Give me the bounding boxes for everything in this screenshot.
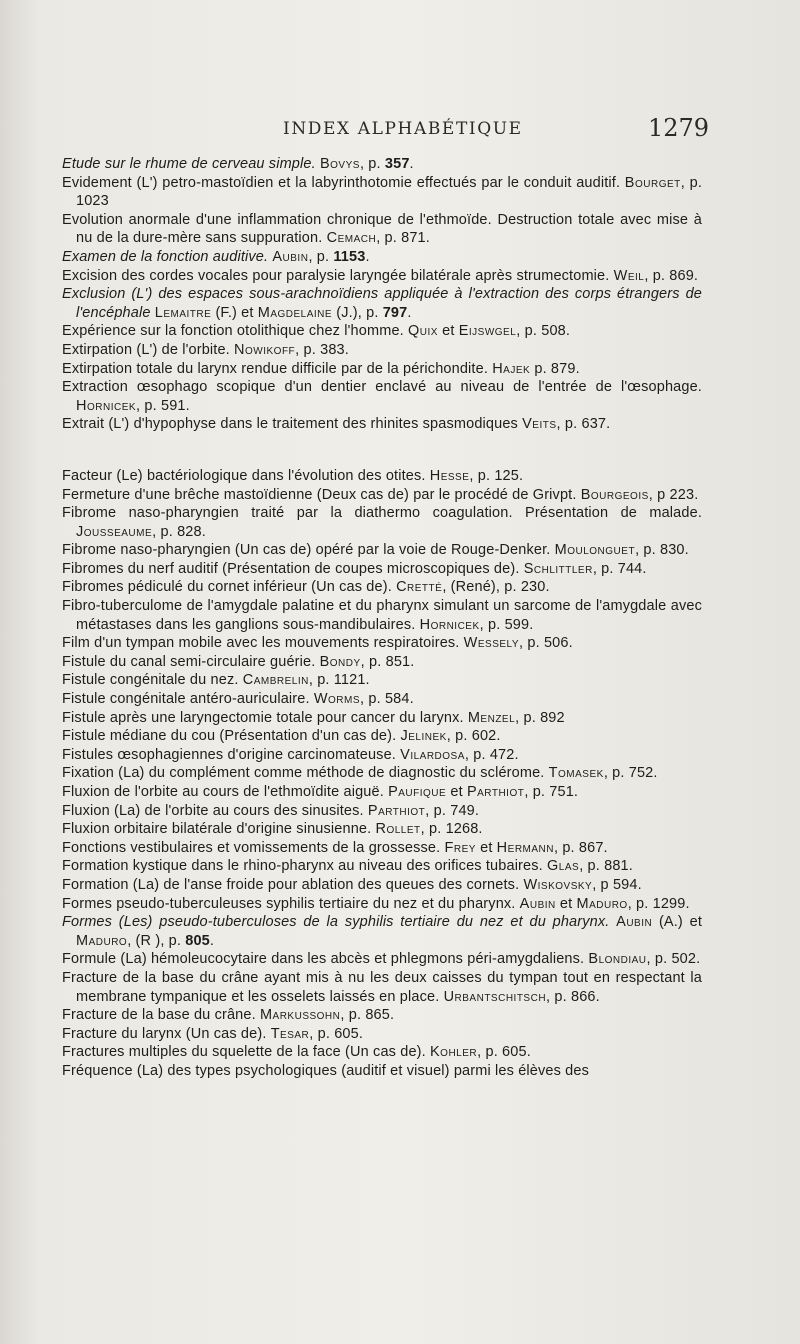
entry-text: , p. 752. bbox=[603, 765, 658, 782]
entry-text: . bbox=[407, 304, 412, 321]
index-entries bbox=[62, 155, 702, 1081]
entry-text: Extirpation (L') de l'orbite. bbox=[62, 341, 235, 358]
entry-text: , (René), p. 230. bbox=[442, 579, 550, 596]
entry-text: Fistule médiane du cou (Présentation d'un cas de). bbox=[62, 728, 401, 745]
entry-text: Fluxion orbitaire bilatérale d'origine sinusienne. bbox=[62, 821, 376, 838]
page-header bbox=[0, 116, 800, 146]
entry-text: Formule (La) hémoleucocytaire dans les abcès et phlegmons péri-amygdaliens. bbox=[62, 951, 589, 968]
index-entry bbox=[62, 341, 702, 360]
author-name: Hornicek bbox=[419, 616, 480, 633]
entry-text: , p. 830. bbox=[635, 542, 689, 559]
entry-text: , p. 605. bbox=[477, 1044, 531, 1061]
author-name: Moulonguet bbox=[554, 542, 636, 559]
author-name: Eijswgel bbox=[458, 323, 517, 340]
entry-text: Formation kystique dans le rhino-pharynx au niveau des orifices tubaires. bbox=[62, 858, 548, 875]
entry-text: Fistule congénitale antéro-auriculaire. bbox=[62, 691, 314, 708]
index-entry bbox=[62, 876, 702, 895]
index-entry bbox=[62, 174, 702, 211]
entry-text: Excision des cordes vocales pour paralysie laryngée bilatérale après strumectomie. bbox=[62, 267, 614, 284]
entry-text: Expérience sur la fonction otolithique chez l'homme. bbox=[62, 323, 409, 340]
page-ref: 797 bbox=[382, 304, 408, 321]
author-name: Jelinek bbox=[400, 728, 447, 745]
entry-text: Extraction œsophago scopique d'un dentier enclavé au niveau de l'entrée de l'œsophage. bbox=[62, 379, 702, 396]
author-name: Quix bbox=[408, 323, 438, 340]
entry-text: (J.), p. bbox=[332, 304, 383, 321]
entry-text: , p. 749. bbox=[425, 802, 480, 819]
author-name: Parthiot bbox=[466, 784, 525, 800]
index-entry bbox=[62, 839, 702, 858]
entry-text: , p. 472. bbox=[464, 746, 519, 763]
entry-text: Fonctions vestibulaires et vomissements de la grossesse. bbox=[62, 839, 445, 856]
index-entry bbox=[62, 895, 702, 914]
index-entry bbox=[62, 969, 702, 1006]
author-name: Maduro bbox=[576, 895, 628, 912]
index-entry bbox=[62, 560, 702, 579]
index-entry bbox=[62, 1006, 702, 1025]
index-entry bbox=[62, 764, 702, 783]
index-entry bbox=[62, 378, 702, 415]
index-entry bbox=[62, 467, 702, 486]
index-entry bbox=[62, 360, 702, 379]
entry-text: , p. 502. bbox=[646, 951, 701, 968]
entry-text: , p. 591. bbox=[136, 397, 190, 414]
entry-text: , p. 584. bbox=[360, 691, 414, 708]
index-entry bbox=[62, 541, 702, 560]
page-ref: 357 bbox=[384, 156, 410, 172]
index-entry bbox=[62, 746, 702, 765]
entry-text: Facteur (Le) bactériologique dans l'évolution des otites. bbox=[62, 467, 430, 484]
author-name: Urbantschitsch bbox=[443, 988, 547, 1005]
author-name: Glas bbox=[547, 858, 580, 875]
entry-text: , p. 605. bbox=[309, 1025, 364, 1042]
author-name: Hajek bbox=[492, 360, 531, 377]
page-number: 1279 bbox=[648, 114, 710, 142]
index-entry bbox=[62, 1062, 702, 1081]
index-entry bbox=[62, 504, 702, 541]
index-entry bbox=[62, 727, 702, 746]
entry-text: , p. 599. bbox=[479, 616, 534, 633]
author-name: Tesar bbox=[270, 1025, 310, 1042]
entry-text: p. 879. bbox=[530, 360, 580, 377]
author-name: Tomasek bbox=[548, 765, 604, 782]
entry-text: Exclusion (L') des espaces sous-arachnoïdiens appliquée à l'extraction des corps étrangers de l'encéphale bbox=[62, 286, 702, 321]
entry-text: Fermeture d'une brêche mastoïdienne (Deux cas de) par le procédé de Grivpt. bbox=[62, 486, 581, 503]
entry-text: Evolution anormale d'une inflammation chronique de l'ethmoïde. Destruction totale avec mise à nu de la dure-mère sans suppuration. bbox=[62, 211, 702, 247]
author-name: Blondiau bbox=[588, 951, 647, 968]
page-ref: 1153 bbox=[333, 248, 366, 265]
index-entry bbox=[62, 913, 702, 950]
entry-text: Fibromes du nerf auditif (Présentation de coupes microscopiques de). bbox=[62, 560, 524, 577]
author-name: Wessely bbox=[463, 635, 520, 652]
entry-text: Evidement (L') petro-mastoïdien et la labyrinthotomie effectués par le conduit auditif. bbox=[62, 174, 625, 191]
entry-text: , p. 1299. bbox=[627, 895, 690, 912]
index-entry bbox=[62, 653, 702, 672]
author-name: Markussohn bbox=[259, 1007, 341, 1024]
author-name: Rollet bbox=[375, 821, 421, 838]
entry-text: , p. 637. bbox=[556, 416, 611, 433]
index-entry bbox=[62, 950, 702, 969]
author-name: Bourget bbox=[624, 174, 681, 191]
page-ref: 805 bbox=[185, 932, 210, 949]
author-name: Wiskovsky bbox=[523, 876, 593, 893]
index-entry bbox=[62, 690, 702, 709]
entry-text: Fractures multiples du squelette de la face (Un cas de). bbox=[62, 1044, 430, 1061]
entry-text: . bbox=[409, 156, 414, 172]
entry-text: , (R ), p. bbox=[127, 932, 186, 949]
author-name: Hesse bbox=[429, 467, 470, 484]
entry-text: , p. 744. bbox=[592, 560, 647, 577]
index-entry bbox=[62, 857, 702, 876]
entry-text: , p. 869. bbox=[644, 267, 699, 284]
entry-text: et bbox=[446, 784, 467, 800]
author-name: Hornicek bbox=[76, 397, 137, 414]
entry-text: et bbox=[437, 323, 459, 340]
index-entry bbox=[62, 671, 702, 690]
entry-text: . bbox=[365, 248, 370, 265]
author-name: Vilardosa bbox=[400, 746, 465, 763]
author-name: Veits bbox=[522, 416, 557, 433]
author-name: Cambrelin bbox=[242, 672, 309, 689]
index-entry bbox=[62, 486, 702, 505]
author-name: Jousseaume bbox=[76, 523, 153, 540]
entry-text: , p. 383. bbox=[295, 341, 349, 358]
entry-text: , p. 871. bbox=[376, 230, 430, 247]
entry-text: , p. 125. bbox=[469, 467, 524, 484]
entry-text: Formes pseudo-tuberculeuses syphilis tertiaire du nez et du pharynx. bbox=[62, 895, 520, 912]
entry-text: , p. 1023 bbox=[76, 174, 702, 210]
entry-text: , p. 866. bbox=[546, 988, 600, 1005]
entry-text: . bbox=[209, 932, 215, 949]
entry-text: , p. 1121. bbox=[308, 672, 370, 689]
index-entry bbox=[62, 783, 702, 802]
author-name: Lemaitre bbox=[154, 304, 212, 321]
entry-text: , p. 602. bbox=[446, 728, 501, 745]
entry-text: , p. 506. bbox=[519, 635, 573, 652]
author-name: Aubin bbox=[616, 914, 653, 931]
entry-text: Fibrome naso-pharyngien traité par la diathermo coagulation. Présentation de malade. bbox=[62, 505, 702, 522]
author-name: Hermann bbox=[496, 839, 554, 856]
entry-text: , p. 892 bbox=[515, 709, 565, 726]
author-name: Frey bbox=[444, 839, 476, 856]
index-entry bbox=[62, 820, 702, 839]
entry-text: Fluxion (La) de l'orbite au cours des sinusites. bbox=[62, 802, 368, 819]
entry-text: , p. 751. bbox=[524, 784, 579, 800]
author-name: Kohler bbox=[430, 1044, 478, 1061]
entry-text: , p 594. bbox=[592, 876, 642, 893]
author-name: Cemach bbox=[326, 230, 377, 247]
index-entry bbox=[62, 634, 702, 653]
author-name: Magdelaine bbox=[257, 304, 333, 321]
entry-text: Fracture de la base du crâne. bbox=[62, 1007, 260, 1024]
entry-text: Fracture du larynx (Un cas de). bbox=[62, 1025, 271, 1042]
author-name: Aubin bbox=[519, 895, 556, 912]
index-entry bbox=[62, 211, 702, 248]
author-name: Parthiot bbox=[367, 802, 426, 819]
index-entry bbox=[62, 248, 702, 267]
entry-text: , p. bbox=[308, 248, 334, 265]
entry-text: Extirpation totale du larynx rendue difficile par de la périchondite. bbox=[62, 360, 493, 377]
index-entry bbox=[62, 267, 702, 286]
author-name: Weil bbox=[613, 267, 645, 284]
index-entry bbox=[62, 415, 702, 434]
author-name: Bovys bbox=[319, 156, 360, 172]
author-name: Worms bbox=[313, 691, 361, 708]
section-f bbox=[62, 467, 702, 1081]
entry-text: , p. bbox=[359, 156, 385, 172]
entry-text: Fistule congénitale du nez. bbox=[62, 672, 243, 689]
entry-text: Fibrome naso-pharyngien (Un cas de) opéré par la voie de Rouge-Denker. bbox=[62, 542, 555, 559]
entry-text: Film d'un tympan mobile avec les mouvements respiratoires. bbox=[62, 635, 464, 652]
author-name: Aubin bbox=[272, 248, 309, 265]
entry-text: , p. 851. bbox=[360, 653, 415, 670]
entry-text: Etude sur le rhume de cerveau simple. bbox=[62, 156, 316, 172]
index-entry bbox=[62, 285, 702, 322]
author-name: Bondy bbox=[319, 653, 361, 670]
entry-text: Fibro-tuberculome de l'amygdale palatine et du pharynx simulant un sarcome de l'amygdale avec métastases dans les ganglions sous-mandibulaires. bbox=[62, 598, 702, 633]
entry-text: , p. 1268. bbox=[420, 821, 483, 838]
author-name: Schlittler bbox=[523, 560, 593, 577]
entry-text: Fistule du canal semi-circulaire guérie. bbox=[62, 653, 320, 670]
index-entry bbox=[62, 322, 702, 341]
entry-text: Fibromes pédiculé du cornet inférieur (Un cas de). bbox=[62, 579, 397, 596]
entry-text: , p. 865. bbox=[340, 1007, 395, 1024]
entry-text: , p. 828. bbox=[152, 523, 206, 540]
index-entry bbox=[62, 709, 702, 728]
entry-text: Fixation (La) du complément comme méthode de diagnostic du sclérome. bbox=[62, 765, 549, 782]
section-gap bbox=[62, 434, 702, 467]
entry-text: , p 223. bbox=[648, 486, 699, 503]
section-e bbox=[62, 155, 702, 434]
index-entry bbox=[62, 802, 702, 821]
author-name: Bourgeois bbox=[580, 486, 649, 503]
index-entry bbox=[62, 1025, 702, 1044]
entry-text: , p. 508. bbox=[516, 323, 571, 340]
entry-text: Fluxion de l'orbite au cours de l'ethmoïdite aiguë. bbox=[62, 784, 389, 800]
entry-text: et bbox=[475, 839, 497, 856]
entry-text: Fréquence (La) des types psychologiques (auditif et visuel) parmi les élèves des bbox=[62, 1062, 590, 1079]
entry-text: Fracture de la base du crâne ayant mis à nu les deux caisses du tympan tout en respectant la membrane tympanique et les osselets laissés en place. bbox=[62, 969, 702, 1005]
index-entry bbox=[62, 578, 702, 597]
entry-text: Extrait (L') d'hypophyse dans le traitement des rhinites spasmodiques bbox=[62, 416, 523, 433]
entry-text: , p. 881. bbox=[579, 858, 633, 875]
entry-text: Formation (La) de l'anse froide pour ablation des queues des cornets. bbox=[62, 876, 524, 893]
index-entry bbox=[62, 597, 702, 634]
entry-text: , p. 867. bbox=[553, 839, 608, 856]
entry-text: Examen de la fonction auditive. bbox=[62, 248, 269, 265]
entry-text: Fistule après une laryngectomie totale pour cancer du larynx. bbox=[62, 709, 468, 726]
entry-text: et bbox=[555, 895, 577, 912]
entry-text: (A.) et bbox=[652, 914, 702, 931]
entry-text: Formes (Les) pseudo-tuberculoses de la syphilis tertiaire du nez et du pharynx. bbox=[62, 914, 610, 931]
entry-text: (F.) et bbox=[211, 304, 258, 321]
index-entry bbox=[62, 155, 702, 174]
author-name: Maduro bbox=[76, 932, 128, 949]
author-name: Cretté bbox=[396, 579, 443, 596]
author-name: Nowikoff bbox=[234, 341, 296, 358]
author-name: Menzel bbox=[467, 709, 516, 726]
index-entry bbox=[62, 1043, 702, 1062]
running-title: INDEX ALPHABÉTIQUE bbox=[283, 119, 523, 139]
author-name: Paufique bbox=[388, 784, 447, 800]
entry-text: Fistules œsophagiennes d'origine carcinomateuse. bbox=[62, 746, 401, 763]
